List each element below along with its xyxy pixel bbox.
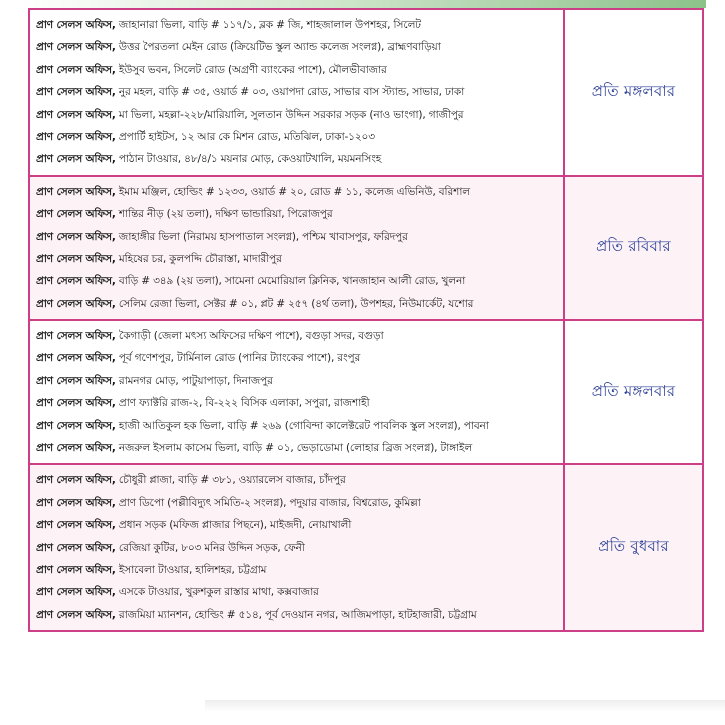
office-brand: প্রাণ সেলস অফিস, — [36, 442, 116, 455]
address-list-cell — [29, 464, 564, 631]
table-row — [29, 320, 703, 464]
schedule-day-cell — [564, 320, 703, 464]
office-brand: প্রাণ সেলস অফিস, — [36, 519, 116, 532]
office-address: এসকে টাওয়ার, খুরুশকুল রাস্তার মাথা, কক্সবাজার — [118, 586, 319, 599]
office-brand: প্রাণ সেলস অফিস, — [36, 541, 116, 554]
office-address: রাজমিয়া ম্যানশন, হোল্ডিং # ৫১৪, পূর্ব দেওয়ান নগর, আজিমপাড়া, হাটহাজারী, চট্টগ্রাম — [118, 608, 477, 621]
list-item — [36, 14, 557, 36]
office-brand: প্রাণ সেলস অফিস, — [36, 586, 116, 599]
office-address: হাজী আতিকুল হক ভিলা, বাড়ি # ২৬৯ (গোবিন্দা কালেক্টরেট পাবলিক স্কুল সংলগ্ন), পাবনা — [118, 419, 489, 432]
list-item — [36, 203, 557, 225]
list-item — [36, 347, 557, 369]
office-brand: প্রাণ সেলস অফিস, — [36, 63, 116, 76]
office-address: প্রাণ ডিপো (পল্লীবিদ্যুৎ সমিতি-২ সংলগ্ন), পদুয়ার বাজার, বিশ্বরোড, কুমিল্লা — [118, 496, 421, 509]
schedule-day-cell — [564, 9, 703, 176]
table-row — [29, 9, 703, 176]
office-address: শান্তির নীড় (২য় তলা), দক্ষিণ ভান্ডারিয়া, পিরোজপুর — [118, 208, 333, 221]
list-item — [36, 81, 557, 103]
list-item — [36, 514, 557, 536]
office-address: প্রাণ ফ্যাক্টরি রাজ-২, বি-২২২ বিসিক এলাকা, সপুরা, রাজশাহী — [118, 397, 370, 410]
office-brand: প্রাণ সেলস অফিস, — [36, 297, 116, 310]
office-address: পূর্ব গণেশপুর, টার্মিনাল রোড (পানির ট্যাংকের পাশে), রংপুর — [118, 352, 361, 365]
office-address: রেজিয়া কুটির, ৮০৩ মনির উদ্দিন সড়ক, ফেনী — [118, 541, 305, 554]
address-list-cell — [29, 9, 564, 176]
schedule-day-label: প্রতি মঙ্গলবার — [591, 381, 676, 400]
list-item — [36, 415, 557, 437]
office-brand: প্রাণ সেলস অফিস, — [36, 608, 116, 621]
office-address: পাঠান টাওয়ার, ৪৮/৪/১ ময়নার মোড়, কেওয়াটখালি, ময়মনসিংহ — [118, 153, 382, 166]
list-item — [36, 492, 557, 514]
sales-office-schedule-table — [28, 8, 704, 632]
office-brand: প্রাণ সেলস অফিস, — [36, 419, 116, 432]
office-brand: প্রাণ সেলস অফিস, — [36, 563, 116, 576]
office-address: নুর মহল, বাড়ি # ৩৫, ওয়ার্ড # ০৩, ওয়াপদা রোড, সাভার বাস স্ট্যান্ড, সাভার, ঢাকা — [118, 86, 465, 99]
list-item — [36, 325, 557, 347]
office-brand: প্রাণ সেলস অফিস, — [36, 86, 116, 99]
table-row — [29, 464, 703, 631]
list-item — [36, 226, 557, 248]
schedule-day-cell — [564, 464, 703, 631]
list-item — [36, 437, 557, 459]
office-brand: প্রাণ সেলস অফিস, — [36, 130, 116, 143]
list-item — [36, 148, 557, 170]
office-address: সেলিম রেজা ভিলা, সেক্টর # ০১, প্লট # ২৫৭ (৪র্থ তলা), উপশহর, নিউমার্কেট, যশোর — [118, 297, 474, 310]
list-item — [36, 59, 557, 81]
office-brand: প্রাণ সেলস অফিস, — [36, 330, 116, 343]
office-address: নজরুল ইসলাম কাসেম ভিলা, বাড়ি # ০১, ভেড়াডোমা (লোহার ব্রিজ সংলগ্ন), টাঙ্গাইল — [118, 442, 473, 455]
office-brand: প্রাণ সেলস অফিস, — [36, 397, 116, 410]
list-item — [36, 181, 557, 203]
schedule-day-label: প্রতি বুধবার — [598, 537, 669, 556]
office-address: রামনগর মোড়, পাটুয়াপাড়া, দিনাজপুর — [118, 374, 273, 387]
office-address: জাহানারা ভিলা, বাড়ি # ১১৭/১, ব্লক # জি, শাহজালাল উপশহর, সিলেট — [118, 19, 421, 31]
office-brand: প্রাণ সেলস অফিস, — [36, 352, 116, 365]
office-address: ইসাবেলা টাওয়ার, হালিশহর, চট্টগ্রাম — [118, 563, 267, 576]
list-item — [36, 537, 557, 559]
office-brand: প্রাণ সেলস অফিস, — [36, 374, 116, 387]
office-address: মহিষের চর, কুলপদ্দি চৌরাস্তা, মাদারীপুর — [118, 252, 282, 265]
office-brand: প্রাণ সেলস অফিস, — [36, 275, 116, 288]
address-list-cell — [29, 176, 564, 320]
list-item — [36, 36, 557, 58]
office-brand: প্রাণ সেলস অফিস, — [36, 230, 116, 243]
bottom-shadow-strip — [205, 700, 725, 712]
address-list-cell — [29, 320, 564, 464]
office-address: জাহাঙ্গীর ভিলা (নিরাময় হাসপাতাল সংলগ্ন), পশ্চিম খাবাসপুর, ফরিদপুর — [118, 230, 408, 243]
list-item — [36, 559, 557, 581]
office-brand: প্রাণ সেলস অফিস, — [36, 185, 116, 198]
office-address: ইমাম মঞ্জিল, হোল্ডিং # ১২৩৩, ওয়ার্ড # ২০, রোড # ১১, কলেজ এভিনিউ, বরিশাল — [118, 185, 470, 198]
list-item — [36, 604, 557, 626]
schedule-day-cell — [564, 176, 703, 320]
office-brand: প্রাণ সেলস অফিস, — [36, 252, 116, 265]
list-item — [36, 248, 557, 270]
office-address: চৌধুরী প্লাজা, বাড়ি # ৩৮১, ওয়্যারলেস বাজার, চাঁদপুর — [118, 474, 346, 487]
office-address: মা ভিলা, মহল্লা-২২৮/মারিয়ালি, সুলতান উদ্দিন সরকার সড়ক (নাও ভাংগা), গাজীপুর — [118, 108, 464, 121]
office-brand: প্রাণ সেলস অফিস, — [36, 474, 116, 487]
office-address: ইউসুব ভবন, সিলেট রোড (অগ্রণী ব্যাংকের পাশে), মৌলভীবাজার — [118, 63, 387, 76]
office-brand: প্রাণ সেলস অফিস, — [36, 41, 116, 54]
top-accent-bar — [20, 0, 706, 8]
list-item — [36, 293, 557, 315]
table-row — [29, 176, 703, 320]
office-address: উত্তর পৈরতলা মেইন রোড (ক্রিয়েটিভ স্কুল অ্যান্ড কলেজ সংলগ্ন), ব্রাহ্মণবাড়িয়া — [118, 41, 441, 54]
list-item — [36, 370, 557, 392]
office-address: প্রপার্টি হাইটস, ১২ আর কে মিশন রোড, মতিঝিল, ঢাকা-১২০৩ — [118, 130, 375, 143]
schedule-day-label: প্রতি মঙ্গলবার — [591, 81, 676, 100]
office-brand: প্রাণ সেলস অফিস, — [36, 208, 116, 221]
schedule-day-label: প্রতি রবিবার — [596, 237, 671, 256]
list-item — [36, 270, 557, 292]
office-brand: প্রাণ সেলস অফিস, — [36, 153, 116, 166]
office-address: প্রধান সড়ক (মফিজ প্লাজার পিছনে), মাইজদী, নোয়াখালী — [118, 519, 352, 532]
list-item — [36, 126, 557, 148]
list-item — [36, 469, 557, 491]
office-brand: প্রাণ সেলস অফিস, — [36, 19, 116, 31]
office-address: বাড়ি # ৩৪৯ (২য় তলা), সামেনা মেমোরিয়াল ক্লিনিক, খানজাহান আলী রোড, খুলনা — [118, 275, 466, 288]
list-item — [36, 392, 557, 414]
office-brand: প্রাণ সেলস অফিস, — [36, 496, 116, 509]
list-item — [36, 104, 557, 126]
office-address: কৈগাড়ী (জেলা মৎস্য অফিসের দক্ষিণ পাশে), বগুড়া সদর, বগুড়া — [118, 330, 384, 343]
list-item — [36, 581, 557, 603]
office-brand: প্রাণ সেলস অফিস, — [36, 108, 116, 121]
